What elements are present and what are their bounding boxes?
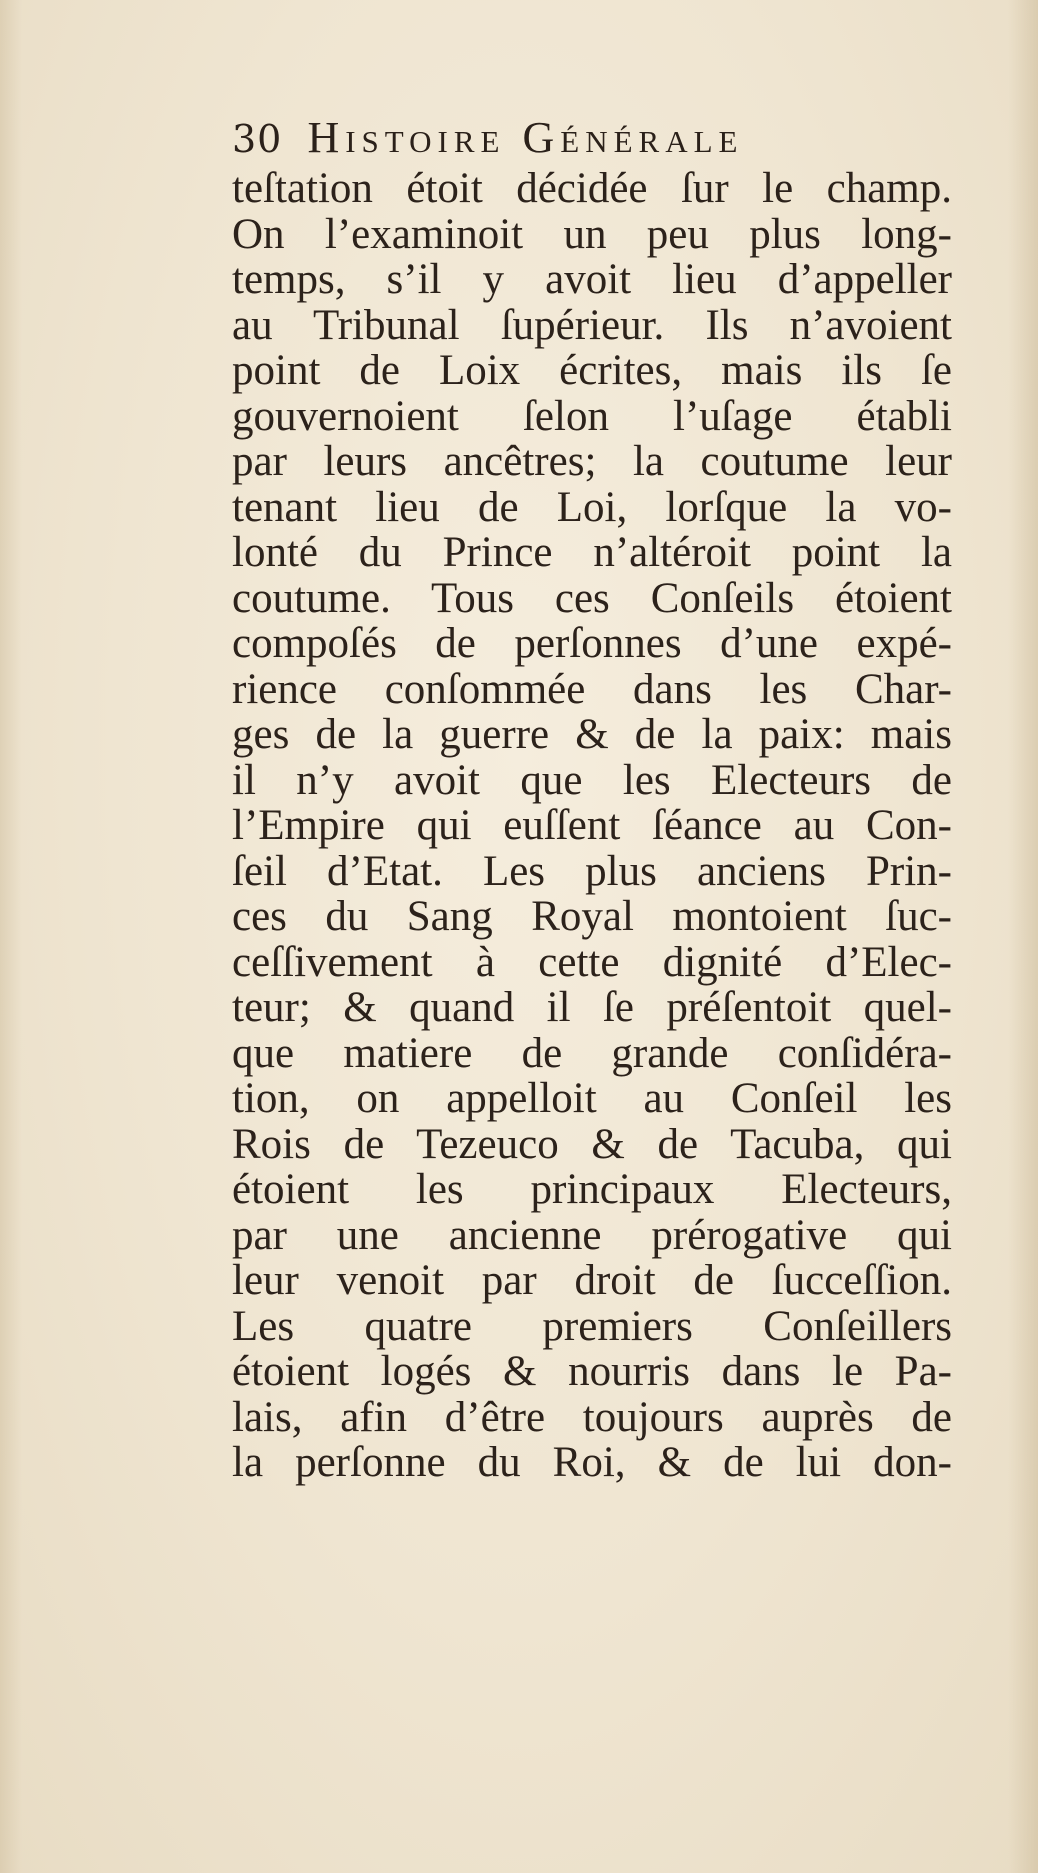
text-line: temps, s’il y avoit lieu d’appeller [232, 256, 952, 303]
text-line: rience conſommée dans les Char- [232, 665, 952, 713]
text-line: au Tribunal ſupérieur. Ils n’avoient [232, 301, 952, 349]
page-right-edge-shadow [1008, 0, 1038, 1873]
text-line: étoient les principaux Electeurs, [232, 1166, 952, 1213]
page-left-edge-shadow [0, 0, 22, 1873]
text-line: coutume. Tous ces Conſeils étoient [232, 574, 952, 622]
text-line: la perſonne du Roi, & de lui don- [232, 1439, 952, 1486]
text-line: point de Loix écrites, mais ils ſe [232, 347, 952, 394]
text-line: ges de la guerre & de la paix: mais [232, 711, 952, 758]
text-line: On l’examinoit un peu plus long- [232, 210, 952, 258]
text-line: l’Empire qui euſſent ſéance au Con- [232, 802, 952, 849]
text-line: par leurs ancêtres; la coutume leur [232, 438, 952, 485]
text-line: tenant lieu de Loi, lorſque la vo- [232, 483, 952, 531]
text-line: ceſſivement à cette dignité d’Elec- [232, 938, 952, 986]
body-text [232, 166, 952, 1486]
running-head: Histoire Générale [307, 113, 744, 162]
text-line: teſtation étoit décidée ſur le champ. [232, 165, 952, 212]
text-line: Les quatre premiers Conſeillers [232, 1302, 952, 1350]
text-line: lonté du Prince n’altéroit point la [232, 529, 952, 576]
text-line: compoſés de perſonnes d’une expé- [232, 620, 952, 667]
text-line: ſeil d’Etat. Les plus anciens Prin- [232, 847, 952, 895]
text-line: Rois de Tezeuco & de Tacuba, qui [232, 1120, 952, 1168]
page-number: 30 [232, 117, 283, 161]
text-line: tion, on appelloit au Conſeil les [232, 1075, 952, 1122]
text-line: teur; & quand il ſe préſentoit quel- [232, 984, 952, 1031]
page-header [232, 112, 872, 170]
text-line: étoient logés & nourris dans le Pa- [232, 1348, 952, 1395]
text-line: par une ancienne prérogative qui [232, 1211, 952, 1259]
text-line: il n’y avoit que les Electeurs de [232, 756, 952, 804]
text-line: lais, afin d’être toujours auprès de [232, 1393, 952, 1441]
text-line: ces du Sang Royal montoient ſuc- [232, 893, 952, 940]
text-line: leur venoit par droit de ſucceſſion. [232, 1257, 952, 1304]
text-line: gouvernoient ſelon l’uſage établi [232, 392, 952, 440]
text-line: que matiere de grande conſidéra- [232, 1029, 952, 1077]
